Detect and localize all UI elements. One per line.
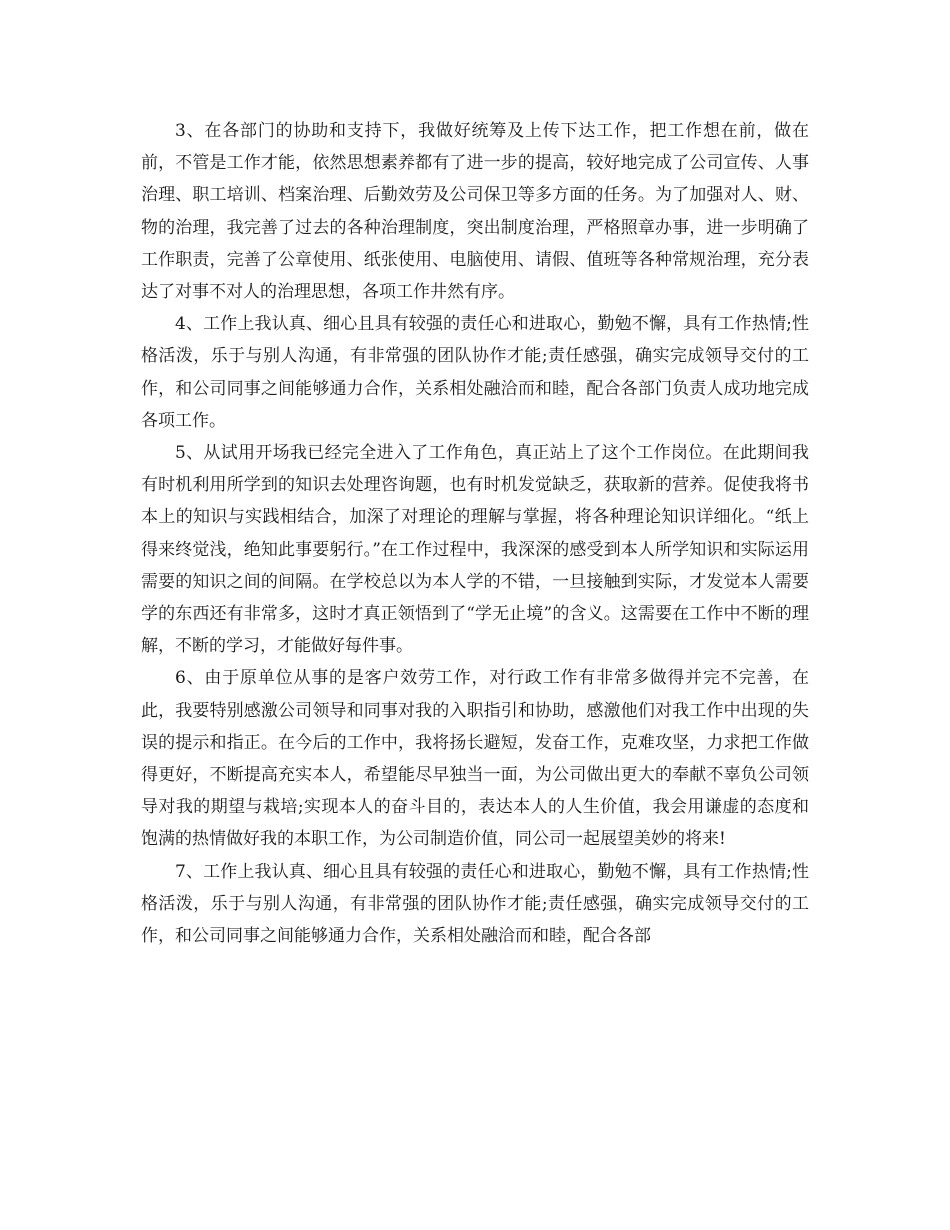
paragraph-item-3: 3、在各部门的协助和支持下，我做好统筹及上传下达工作，把工作想在前，做在前，不管是工作才能，依然思想素养都有了进一步的提高，较好地完成了公司宣传、人事治理、职工培训、档案治理、后勤效劳及公司保卫等多方面的任务。为了加强对人、财、物的治理，我完善了过去的各种治理制度，突出制度治理，严格照章办事，进一步明确了工作职责，完善了公章使用、纸张使用、电脑使用、请假、值班等各种常规治理，充分表达了对事不对人的治理思想，各项工作井然有序。	[141, 121, 809, 303]
paragraph-item-6: 6、由于原单位从事的是客户效劳工作，对行政工作有非常多做得并完不完善，在此，我要特别感激公司领导和同事对我的入职指引和协助，感激他们对我工作中出现的失误的提示和指正。在今后的工作中，我将扬长避短，发奋工作，克难攻坚，力求把工作做得更好，不断提高充实本人，希望能尽早独当一面，为公司做出更大的奉献不辜负公司领导对我的期望与栽培;实现本人的奋斗目的，表达本人的人生价值，我会用谦虚的态度和饱满的热情做好我的本职工作，为公司制造价值，同公司一起展望美妙的将来!	[141, 668, 809, 850]
document-page	[141, 115, 809, 952]
paragraph-item-4: 4、工作上我认真、细心且具有较强的责任心和进取心，勤勉不懈，具有工作热情;性格活泼，乐于与别人沟通，有非常强的团队协作才能;责任感强，确实完成领导交付的工作，和公司同事之间能够通力合作，关系相处融洽而和睦，配合各部门负责人成功地完成各项工作。	[141, 314, 809, 431]
paragraph-item-7: 7、工作上我认真、细心且具有较强的责任心和进取心，勤勉不懈，具有工作热情;性格活泼，乐于与别人沟通，有非常强的团队协作才能;责任感强，确实完成领导交付的工作，和公司同事之间能够通力合作，关系相处融洽而和睦，配合各部	[141, 861, 809, 947]
paragraph-item-5: 5、从试用开场我已经完全进入了工作角色，真正站上了这个工作岗位。在此期间我有时机利用所学到的知识去处理咨询题，也有时机发觉缺乏，获取新的营养。促使我将书本上的知识与实践相结合，加深了对理论的理解与掌握，将各种理论知识详细化。“纸上得来终觉浅，绝知此事要躬行。”在工作过程中，我深深的感受到本人所学知识和实际运用需要的知识之间的间隔。在学校总以为本人学的不错，一旦接触到实际，才发觉本人需要学的东西还有非常多，这时才真正领悟到了“学无止境”的含义。这需要在工作中不断的理解，不断的学习，才能做好每件事。	[141, 443, 809, 657]
